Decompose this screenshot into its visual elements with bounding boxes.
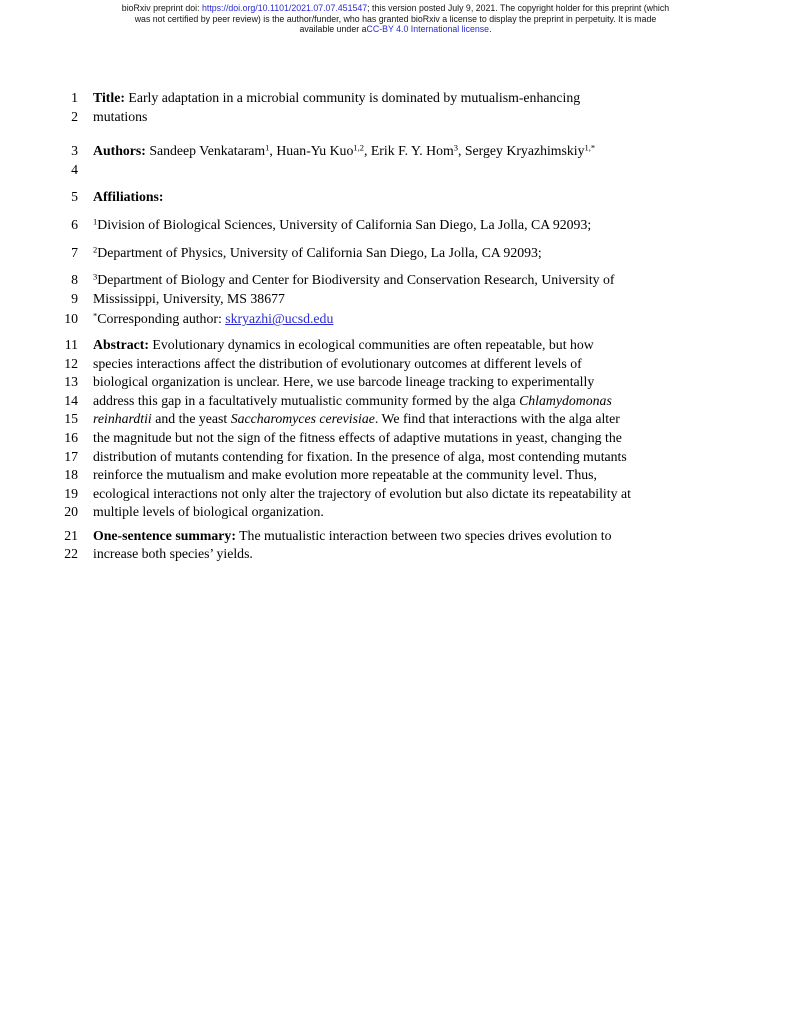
text-segment: mutations: [93, 108, 148, 124]
text-segment: Authors:: [93, 143, 146, 159]
line-text: [93, 244, 542, 263]
text-segment: Early adaptation in a microbial community is dominated by mutualism-enhancing: [124, 90, 581, 105]
line-number: 3: [71, 143, 78, 159]
text-segment: Department of Physics, University of California San Diego, La Jolla, CA 92093;: [97, 244, 542, 260]
line-number: 16: [64, 429, 78, 445]
manuscript-line: [0, 485, 631, 504]
text-segment: Saccharomyces cerevisiae: [230, 411, 375, 427]
manuscript-line: [0, 188, 631, 207]
text-segment: 2: [93, 244, 98, 255]
line-text: [93, 429, 622, 448]
text-segment: Evolutionary dynamics in ecological communities are often repeatable, but how: [148, 336, 594, 352]
notice-text: bioRxiv preprint doi:: [121, 3, 202, 13]
text-segment: , Sergey Kryazhimskiy: [457, 143, 585, 159]
manuscript-line: [0, 271, 631, 290]
text-segment: 1: [93, 216, 98, 227]
text-segment: biological organization is unclear. Here, we use barcode lineage tracking to experimentally: [93, 374, 595, 390]
manuscript-line: [0, 448, 631, 467]
text-segment: reinhardtii: [93, 411, 152, 427]
text-segment: address this gap in a facultatively mutualistic community formed by the alga: [93, 392, 520, 408]
line-number: 11: [64, 336, 78, 352]
license-link[interactable]: CC-BY 4.0 International license: [366, 24, 490, 35]
line-number: 20: [64, 504, 78, 520]
text-segment: 1,*: [584, 142, 596, 153]
line-text: [93, 310, 333, 329]
text-segment: species interactions affect the distribution of evolutionary outcomes at different levels of: [93, 355, 582, 371]
notice-text: .: [489, 24, 492, 35]
text-segment: Title:: [93, 90, 125, 105]
text-segment: Department of Biology and Center for Biodiversity and Conservation Research, University of: [97, 272, 615, 288]
line-number: 21: [64, 527, 78, 543]
text-segment: Corresponding author:: [97, 311, 226, 327]
text-segment: the magnitude but not the sign of the fitness effects of adaptive mutations in yeast, changing the: [93, 429, 622, 445]
text-segment: 3: [93, 271, 98, 282]
manuscript-line: [0, 373, 631, 392]
line-text: [93, 355, 582, 374]
manuscript-line: [0, 108, 631, 127]
line-text: [93, 466, 597, 485]
line-number: 14: [64, 392, 78, 408]
manuscript-line: [0, 290, 631, 309]
line-number: 8: [71, 272, 78, 288]
doi-link[interactable]: https://doi.org/10.1101/2021.07.07.451547: [201, 3, 368, 13]
notice-text: ; this version posted July 9, 2021. The copyright holder for this preprint (which: [367, 3, 670, 13]
email-link[interactable]: skryazhi@ucsd.edu: [225, 311, 334, 327]
notice-line-2: [0, 14, 791, 25]
manuscript-line: [0, 503, 631, 522]
manuscript-line: [0, 142, 631, 161]
line-text: [93, 392, 612, 411]
manuscript-line: [0, 545, 631, 564]
line-number: 4: [71, 161, 78, 177]
text-segment: Chlamydomonas: [519, 392, 612, 408]
text-segment: reinforce the mutualism and make evolution more repeatable at the community level. Thus,: [93, 467, 597, 483]
text-segment: Abstract:: [93, 336, 149, 352]
text-segment: increase both species’ yields.: [93, 546, 253, 562]
text-segment: 3: [453, 142, 458, 153]
line-text: [93, 410, 620, 429]
line-text: [93, 271, 615, 290]
manuscript-line: [0, 429, 631, 448]
notice-line-3: [0, 24, 791, 35]
text-segment: Division of Biological Sciences, University of California San Diego, La Jolla, CA 92093;: [97, 216, 592, 232]
line-number: 15: [64, 411, 78, 427]
line-text: [93, 216, 591, 235]
line-text: [93, 373, 594, 392]
line-text: [93, 108, 147, 127]
line-number: 18: [64, 467, 78, 483]
line-number: 22: [64, 546, 78, 562]
line-number: 6: [71, 216, 78, 232]
line-text: [93, 527, 612, 546]
line-text: [93, 89, 580, 108]
line-number: 13: [64, 374, 78, 390]
line-number: 17: [64, 448, 78, 464]
text-segment: 1,2: [353, 142, 364, 153]
notice-line-1: [0, 3, 791, 14]
manuscript-line: [0, 310, 631, 329]
notice-text: available under a: [299, 24, 367, 35]
line-text: [93, 188, 164, 207]
preprint-notice: [0, 3, 791, 35]
text-segment: and the yeast: [151, 411, 231, 427]
line-number: 1: [71, 90, 78, 105]
line-text: [93, 142, 595, 161]
text-segment: multiple levels of biological organization.: [93, 504, 324, 520]
text-segment: The mutualistic interaction between two species drives evolution to: [235, 527, 612, 543]
line-number: 12: [64, 355, 78, 371]
manuscript-line: [0, 89, 631, 108]
line-number: 7: [71, 244, 78, 260]
text-segment: 1: [265, 142, 270, 153]
line-text: [93, 545, 253, 564]
text-segment: Affiliations:: [93, 189, 164, 205]
text-segment: . We find that interactions with the alga alter: [374, 411, 620, 427]
line-text: [93, 336, 594, 355]
manuscript-line: [0, 216, 631, 235]
line-number: 2: [71, 108, 78, 124]
text-segment: , Erik F. Y. Hom: [363, 143, 454, 159]
line-number: 10: [64, 311, 78, 327]
manuscript-line: [0, 244, 631, 263]
line-text: [93, 448, 627, 467]
notice-text: was not certified by peer review) is the author/funder, who has granted bioRxiv a license to display the preprint in perpetuity. It is made: [134, 13, 657, 24]
manuscript-line: [0, 392, 631, 411]
text-segment: ecological interactions not only alter the trajectory of evolution but also dictate its repeatability at: [93, 485, 631, 501]
line-text: [93, 485, 631, 504]
text-segment: , Huan-Yu Kuo: [269, 143, 354, 159]
text-segment: distribution of mutants contending for fixation. In the presence of alga, most contending mutants: [93, 448, 627, 464]
line-number: 9: [71, 290, 78, 306]
line-text: [93, 290, 285, 309]
line-number: 5: [71, 189, 78, 205]
manuscript-line: [0, 410, 631, 429]
text-segment: One-sentence summary:: [93, 527, 236, 543]
text-segment: Sandeep Venkataram: [145, 143, 266, 159]
manuscript-line: [0, 355, 631, 374]
text-segment: Mississippi, University, MS 38677: [93, 290, 285, 306]
manuscript-body: [0, 89, 631, 564]
line-number: 19: [64, 485, 78, 501]
line-text: [93, 503, 324, 522]
manuscript-line: [0, 336, 631, 355]
text-segment: *: [93, 310, 98, 321]
manuscript-line: [0, 161, 631, 180]
manuscript-line: [0, 466, 631, 485]
manuscript-line: [0, 527, 631, 546]
